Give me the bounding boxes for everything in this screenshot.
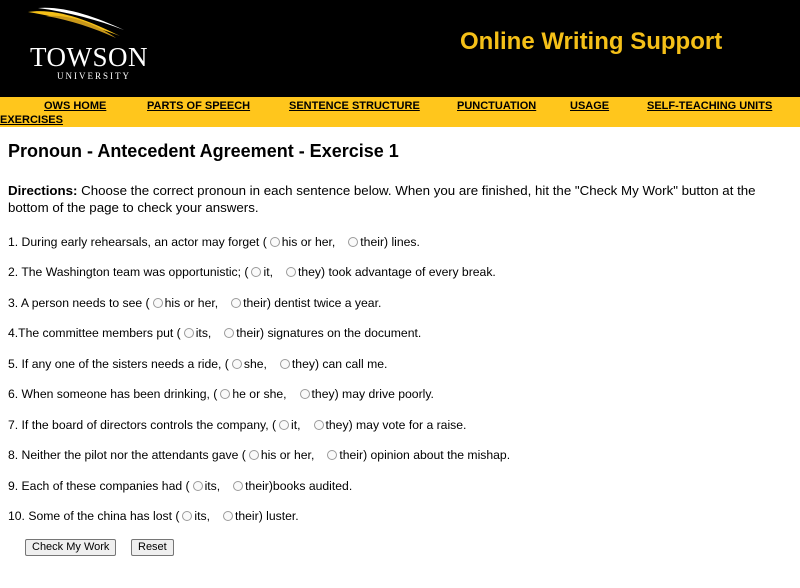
radio-option-b[interactable] [231, 298, 241, 308]
question-text: 7. If the board of directors controls the company, ( [8, 418, 277, 432]
check-my-work-button[interactable]: Check My Work [25, 539, 116, 556]
question-tail: ) lines. [384, 235, 420, 249]
question-tail: )books audited. [268, 479, 353, 493]
question-1 [8, 235, 420, 249]
option-a-label: his or her, [281, 235, 336, 249]
question-2 [8, 265, 496, 279]
directions-label: Directions: [8, 183, 78, 198]
question-text: 5. If any one of the sisters needs a ride, ( [8, 357, 229, 371]
question-3 [8, 296, 381, 310]
radio-option-b[interactable] [286, 267, 296, 277]
question-7 [8, 418, 466, 432]
question-text: 10. Some of the china has lost ( [8, 509, 180, 523]
option-b-label: their [236, 326, 261, 340]
question-4 [8, 326, 421, 340]
question-text: 6. When someone has been drinking, ( [8, 387, 218, 401]
nav-exercises[interactable]: EXERCISES [0, 114, 63, 126]
option-a-label: its, [195, 326, 212, 340]
main-nav [0, 97, 800, 127]
question-text: 9. Each of these companies had ( [8, 479, 190, 493]
radio-option-b[interactable] [314, 420, 324, 430]
radio-option-b[interactable] [280, 359, 290, 369]
logo-swoosh-icon [24, 6, 134, 42]
question-tail: ) can call me. [314, 357, 388, 371]
radio-option-b[interactable] [224, 328, 234, 338]
question-tail: ) may vote for a raise. [348, 418, 467, 432]
nav-sentence-structure[interactable]: SENTENCE STRUCTURE [289, 100, 420, 112]
question-5 [8, 357, 387, 371]
radio-option-a[interactable] [220, 389, 230, 399]
logo-name: TOWSON [30, 42, 149, 72]
question-text: 2. The Washington team was opportunistic; ( [8, 265, 249, 279]
radio-option-b[interactable] [300, 389, 310, 399]
radio-option-a[interactable] [232, 359, 242, 369]
radio-option-b[interactable] [233, 481, 243, 491]
option-b-label: they [297, 265, 322, 279]
nav-self-teaching-units[interactable]: SELF-TEACHING UNITS [647, 100, 773, 112]
question-tail: ) signatures on the document. [260, 326, 422, 340]
radio-option-a[interactable] [251, 267, 261, 277]
option-a-label: its, [204, 479, 221, 493]
option-b-label: their [234, 509, 259, 523]
question-text: 4.The committee members put ( [8, 326, 181, 340]
radio-option-a[interactable] [249, 450, 259, 460]
directions-text: Choose the correct pronoun in each sentence below. When you are finished, hit the "Check My Work" button at the bottom of the page to check your answers. [8, 183, 756, 215]
nav-usage[interactable]: USAGE [570, 100, 610, 112]
radio-option-a[interactable] [182, 511, 192, 521]
nav-ows-home[interactable]: OWS HOME [44, 100, 107, 112]
question-text: 8. Neither the pilot nor the attendants gave ( [8, 448, 246, 462]
question-text: 3. A person needs to see ( [8, 296, 150, 310]
option-b-label: their [243, 296, 267, 310]
option-a-label: he or she, [232, 387, 287, 401]
option-b-label: they [291, 357, 315, 371]
directions [8, 182, 794, 216]
nav-punctuation[interactable]: PUNCTUATION [457, 100, 537, 112]
option-b-label: their [360, 235, 385, 249]
question-tail: ) took advantage of every break. [321, 265, 496, 279]
option-a-label: its, [194, 509, 210, 523]
page-title: Pronoun - Antecedent Agreement - Exercise 1 [8, 141, 399, 161]
radio-option-a[interactable] [184, 328, 194, 338]
towson-logo[interactable] [20, 6, 160, 86]
radio-option-a[interactable] [270, 237, 280, 247]
radio-option-b[interactable] [223, 511, 233, 521]
option-b-label: they [311, 387, 335, 401]
question-text: 1. During early rehearsals, an actor may forget ( [8, 235, 267, 249]
reset-button[interactable]: Reset [131, 539, 174, 556]
radio-option-a[interactable] [279, 420, 289, 430]
option-a-label: she, [243, 357, 267, 371]
question-tail: ) luster. [258, 509, 299, 523]
question-6 [8, 387, 434, 401]
option-a-label: his or her, [164, 296, 219, 310]
option-a-label: it, [263, 265, 273, 279]
radio-option-b[interactable] [348, 237, 358, 247]
option-b-label: they [325, 418, 349, 432]
logo-subtitle: UNIVERSITY [57, 71, 131, 81]
site-header [0, 0, 800, 97]
nav-parts-of-speech[interactable]: PARTS OF SPEECH [147, 100, 251, 112]
radio-option-b[interactable] [327, 450, 337, 460]
question-9 [8, 479, 352, 493]
option-b-label: their [339, 448, 364, 462]
radio-option-a[interactable] [153, 298, 163, 308]
radio-option-a[interactable] [193, 481, 203, 491]
option-a-label: it, [291, 418, 301, 432]
option-a-label: his or her, [260, 448, 315, 462]
option-b-label: their [245, 479, 269, 493]
question-10 [8, 509, 299, 523]
question-tail: ) may drive poorly. [334, 387, 434, 401]
site-title: Online Writing Support [460, 28, 723, 55]
question-tail: ) opinion about the mishap. [363, 448, 511, 462]
question-tail: ) dentist twice a year. [266, 296, 382, 310]
question-8 [8, 448, 510, 462]
